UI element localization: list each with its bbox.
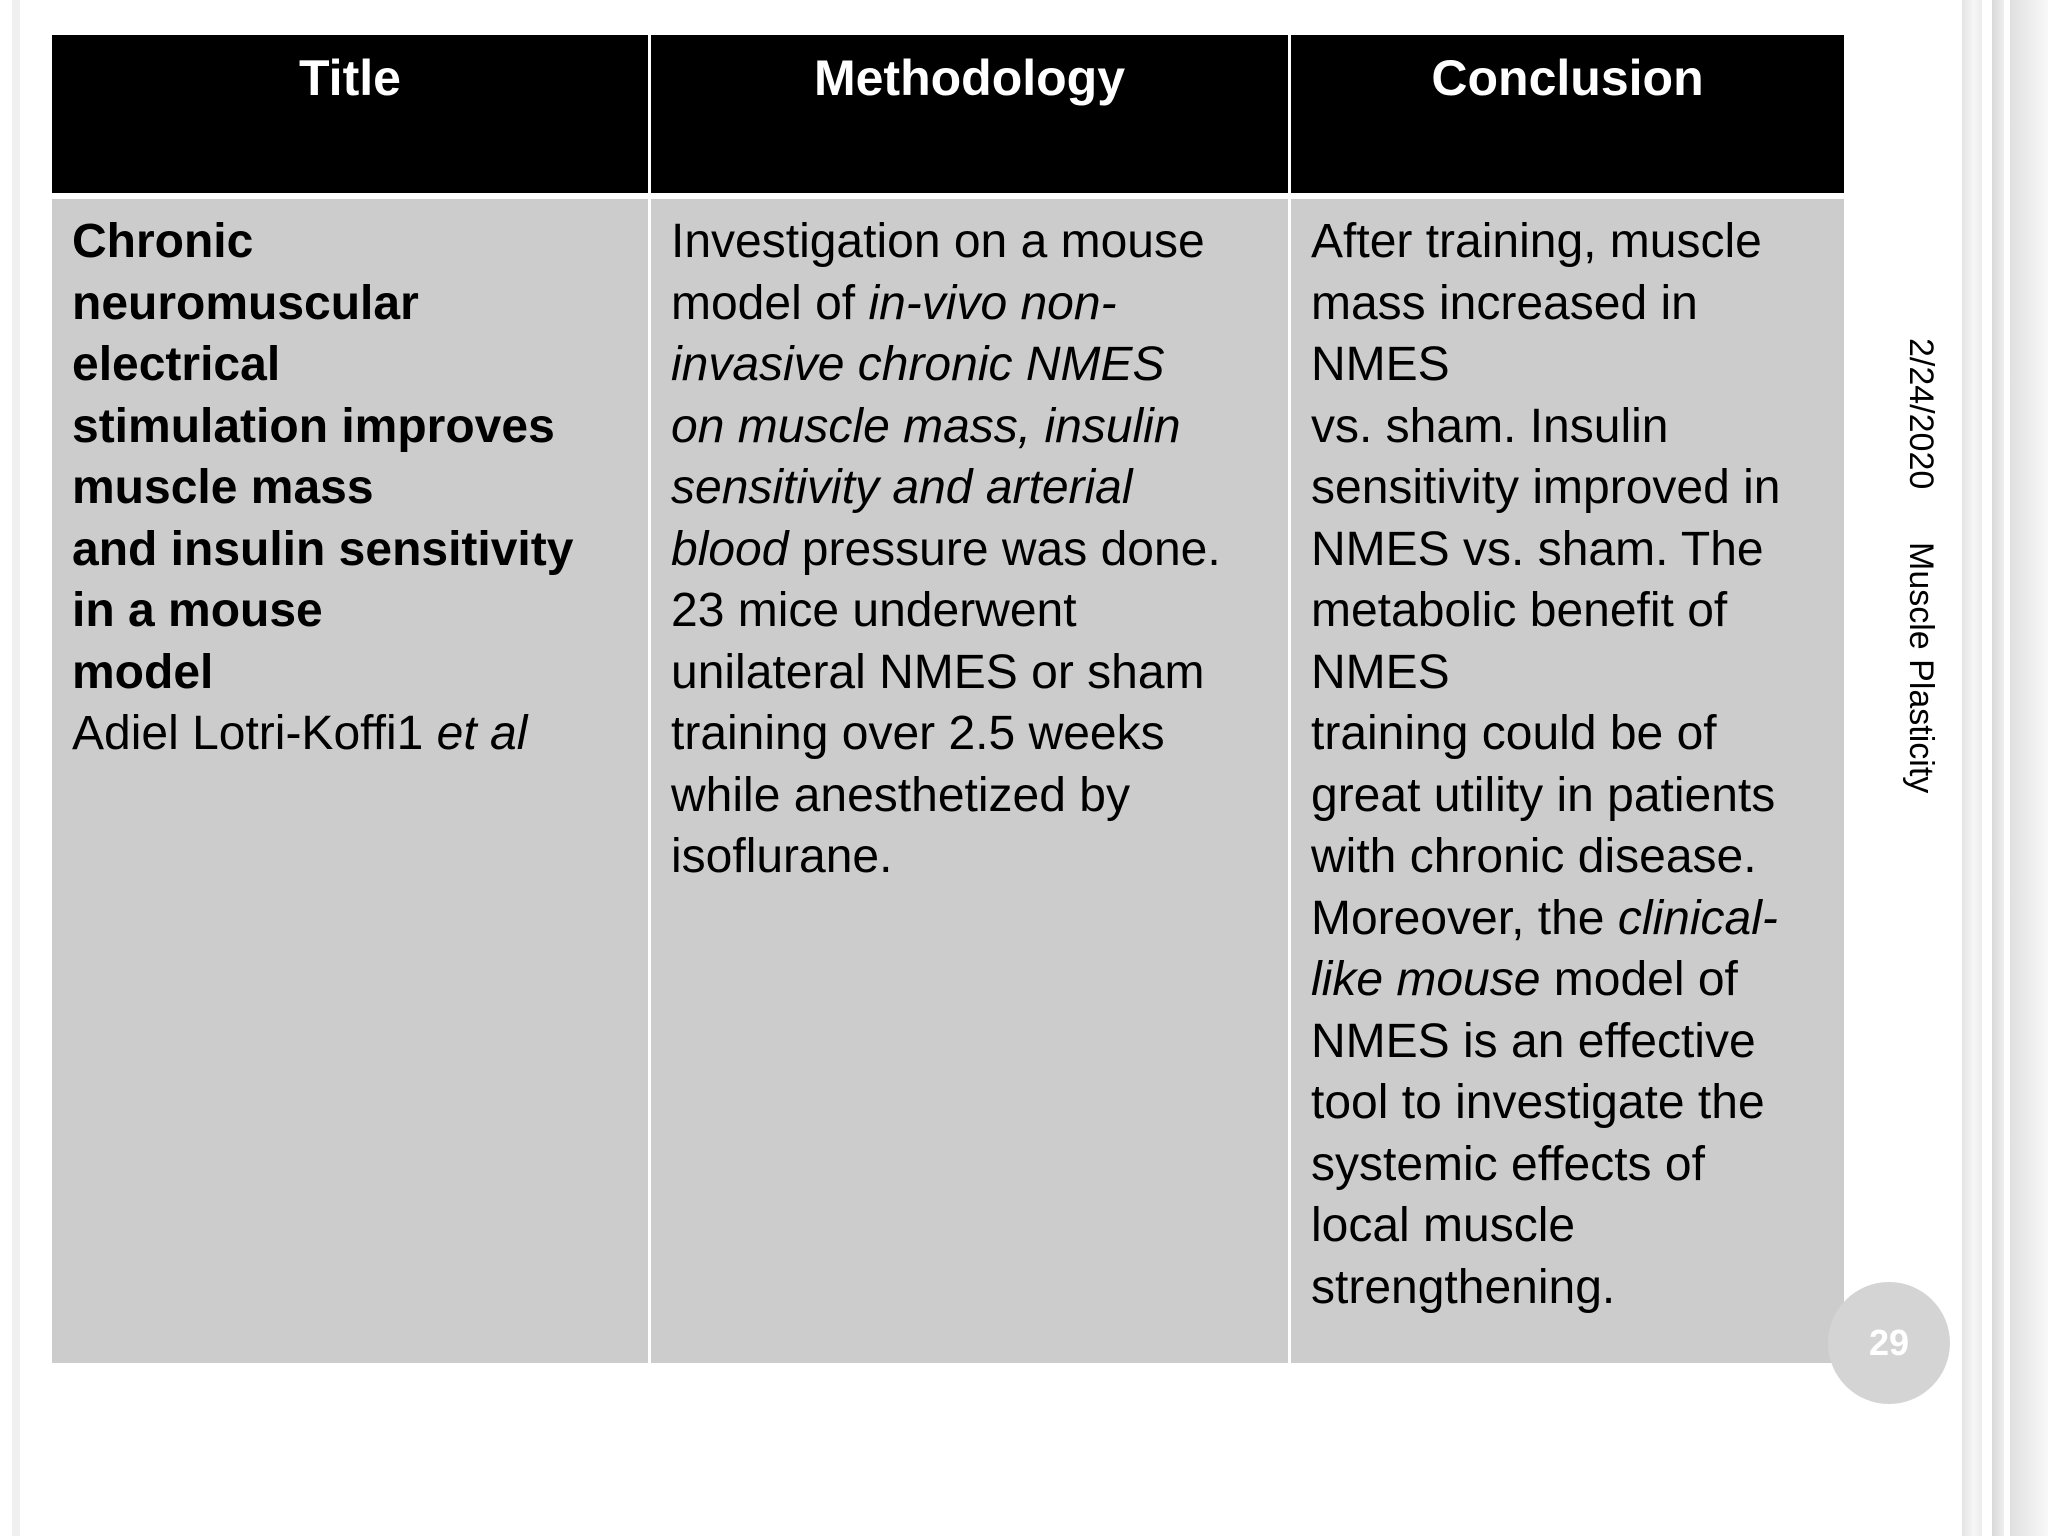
title-line: electrical (72, 338, 281, 391)
conclusion-text-italic: like mouse (1311, 953, 1541, 1006)
method-line: unilateral NMES or sham (671, 645, 1205, 699)
author-et-al: et al (436, 707, 528, 760)
method-line: invasive chronic NMES (671, 338, 1165, 391)
method-line: on muscle mass, insulin (671, 399, 1181, 453)
title-line: Chronic (72, 215, 254, 268)
conclusion-line: with chronic disease. (1311, 830, 1757, 883)
conclusion-line: metabolic benefit of (1311, 584, 1728, 637)
cell-title (52, 199, 648, 1363)
conclusion-line: tool to investigate the (1311, 1076, 1765, 1129)
conclusion-line: mass increased in (1311, 276, 1698, 330)
method-line (671, 273, 1268, 335)
conclusion-line: After training, muscle (1311, 215, 1762, 268)
conclusion-line: vs. sham. Insulin (1311, 399, 1669, 453)
title-line: stimulation improves (72, 399, 555, 453)
cell-conclusion (1291, 199, 1844, 1363)
slide-frame-band-outer (2010, 0, 2048, 1536)
cell-methodology (651, 199, 1288, 1363)
conclusion-line: training could be of (1311, 707, 1717, 760)
title-line: neuromuscular (72, 276, 419, 330)
slide-frame-left (12, 0, 20, 1536)
header-conclusion: Conclusion (1291, 35, 1844, 193)
author-line (72, 703, 628, 765)
method-line: while anesthetized by (671, 768, 1130, 822)
conclusion-line: great utility in patients (1311, 768, 1776, 822)
method-line: isoflurane. (671, 830, 893, 883)
slide-frame-band-inner (1992, 0, 2004, 1536)
conclusion-line: NMES (1311, 645, 1450, 699)
conclusion-line: strengthening. (1311, 1260, 1616, 1314)
method-line: training over 2.5 weeks (671, 707, 1165, 760)
title-line: and insulin sensitivity (72, 522, 574, 576)
method-text: pressure was done. (788, 522, 1221, 576)
author-name: Adiel Lotri-Koffi1 (72, 707, 437, 760)
title-line: in a mouse (72, 584, 323, 637)
research-summary-table (52, 35, 1844, 1365)
method-line: sensitivity and arterial (671, 461, 1133, 514)
conclusion-line: local muscle (1311, 1199, 1576, 1252)
title-line: muscle mass (72, 461, 374, 514)
conclusion-text-italic: clinical- (1617, 891, 1778, 945)
title-line: model (72, 645, 214, 699)
method-text: model of (671, 276, 869, 330)
conclusion-line: systemic effects of (1311, 1137, 1705, 1191)
conclusion-line: NMES (1311, 338, 1450, 391)
conclusion-line: NMES vs. sham. The (1311, 522, 1764, 576)
conclusion-text: Moreover, the (1311, 891, 1618, 945)
conclusion-line: sensitivity improved in (1311, 461, 1781, 514)
method-line: Investigation on a mouse (671, 215, 1205, 268)
conclusion-text: model of (1540, 953, 1738, 1006)
header-methodology: Methodology (651, 35, 1288, 193)
method-line: 23 mice underwent (671, 584, 1077, 637)
page-number: 29 (1868, 1322, 1910, 1363)
conclusion-line (1311, 949, 1824, 1011)
header-title: Title (52, 35, 648, 193)
slide-frame-band (1962, 0, 1982, 1536)
conclusion-line: NMES is an effective (1311, 1014, 1756, 1068)
method-text-italic: blood (671, 522, 789, 576)
conclusion-line (1311, 888, 1824, 950)
method-line (671, 519, 1268, 581)
presentation-title: Muscle Plasticity (1902, 542, 1940, 794)
slide-date: 2/24/2020 (1902, 338, 1940, 490)
method-text-italic: in-vivo non- (868, 276, 1117, 330)
page-number-badge (1828, 1282, 1950, 1404)
